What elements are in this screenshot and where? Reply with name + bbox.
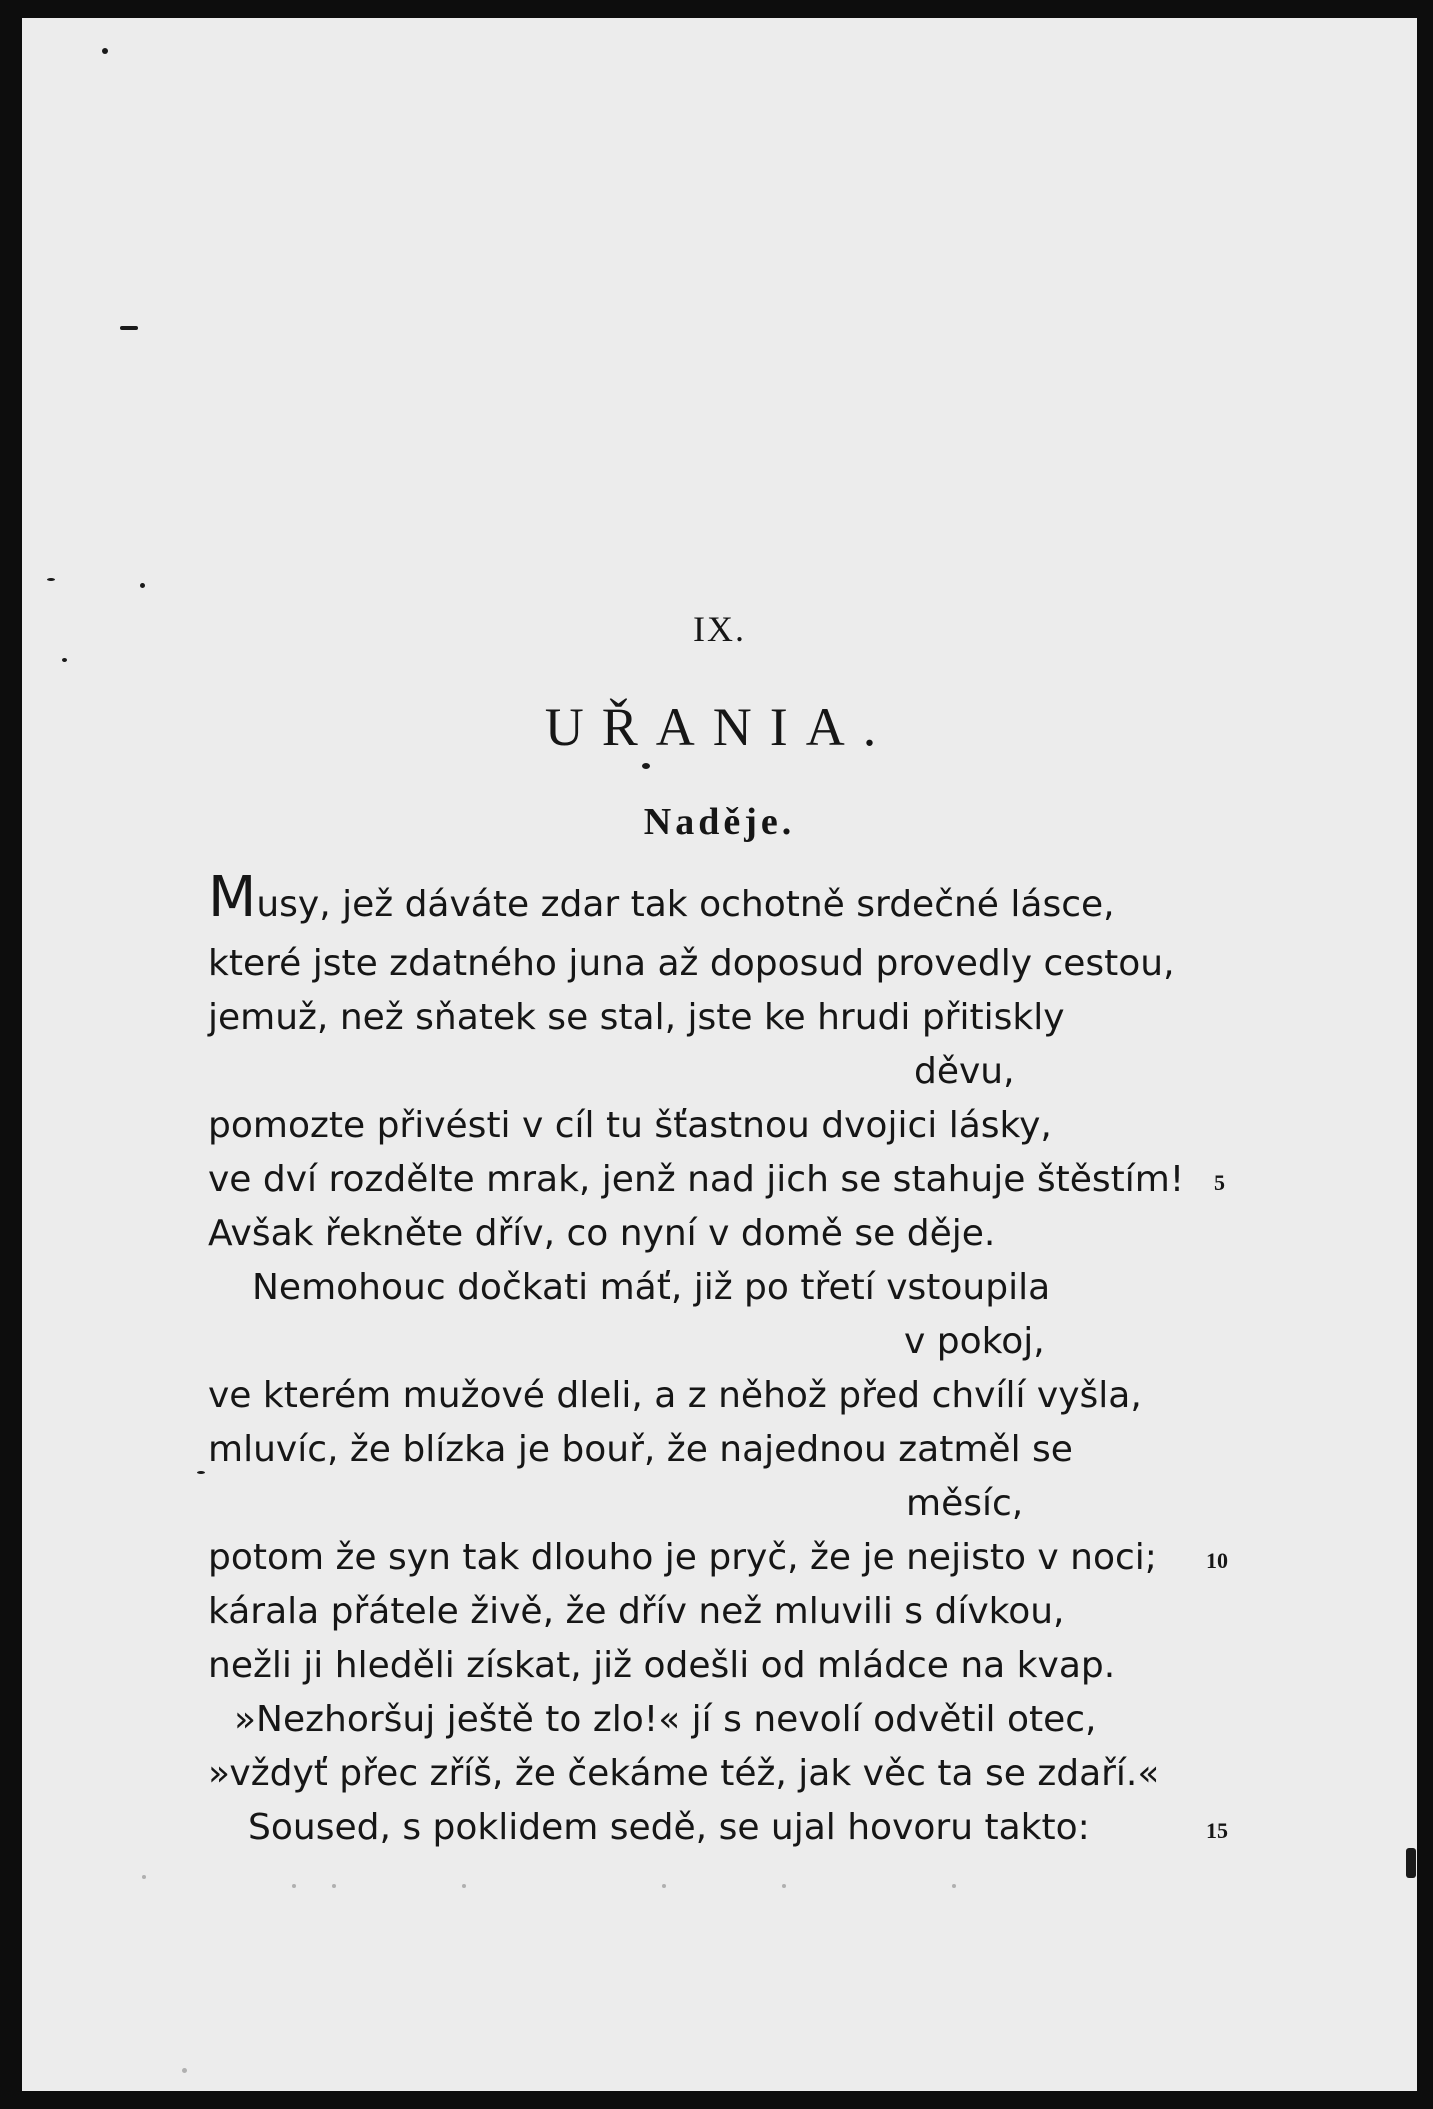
scan-dust bbox=[662, 1884, 666, 1888]
chapter-title: UŘANIA. bbox=[544, 697, 895, 757]
poem-line: Soused, s poklidem sedě, se ujal hovoru takto: bbox=[248, 1807, 1090, 1848]
scan-speck bbox=[140, 583, 145, 588]
poem-line: »vždyť přec zříš, že čekáme též, jak věc ta se zdaří.« bbox=[208, 1753, 1160, 1794]
poem-line: mluvíc, že blízka je bouř, že najednou zatměl se bbox=[208, 1429, 1073, 1470]
poem-line: které jste zdatného juna až doposud provedly cestou, bbox=[208, 943, 1175, 984]
scan-dust bbox=[332, 1884, 336, 1888]
scan-speck bbox=[102, 48, 108, 54]
poem-line: v pokoj, bbox=[904, 1321, 1045, 1362]
scan-dust bbox=[142, 1875, 146, 1879]
scan-border-top bbox=[0, 0, 1433, 18]
scan-dust bbox=[952, 1884, 956, 1888]
line-number: 10 bbox=[1206, 1548, 1228, 1573]
poem-line: nežli ji hleděli získat, již odešli od mládce na kvap. bbox=[208, 1645, 1116, 1686]
poem-line: Avšak řekněte dřív, co nyní v domě se děje. bbox=[208, 1213, 996, 1254]
poem-line: pomozte přivésti v cíl tu šťastnou dvojici lásky, bbox=[208, 1105, 1052, 1146]
book-page bbox=[22, 18, 1417, 2091]
poem-line: měsíc, bbox=[906, 1483, 1024, 1524]
poem-line: děvu, bbox=[914, 1051, 1015, 1092]
poem-line: Nemohouc dočkati máť, již po třetí vstoupila bbox=[252, 1267, 1051, 1308]
scan-dust bbox=[292, 1884, 296, 1888]
poem-line: »Nezhoršuj ještě to zlo!« jí s nevolí odvětil otec, bbox=[234, 1699, 1097, 1740]
scan-dust bbox=[182, 2068, 187, 2073]
scan-border-bottom bbox=[0, 2091, 1433, 2109]
scan-border-right bbox=[1417, 0, 1433, 2109]
poem-line: Musy, jež dáváte zdar tak ochotně srdečné lásce, bbox=[208, 865, 1115, 930]
scan-border-left bbox=[0, 0, 22, 2109]
section-title: Naděje. bbox=[643, 801, 796, 843]
line-number: 5 bbox=[1214, 1170, 1225, 1195]
poem-line: jemuž, než sňatek se stal, jste ke hrudi přitiskly bbox=[208, 997, 1065, 1038]
scan-speck bbox=[197, 1471, 205, 1474]
scan-speck bbox=[1406, 1848, 1416, 1878]
poem-line: potom že syn tak dlouho je pryč, že je nejisto v noci; bbox=[208, 1537, 1157, 1578]
drop-cap: M bbox=[208, 865, 257, 930]
scan-dust bbox=[462, 1884, 466, 1888]
scan-dust bbox=[782, 1884, 786, 1888]
poem-line: kárala přátele živě, že dřív než mluvili s dívkou, bbox=[208, 1591, 1065, 1632]
scan-speck bbox=[62, 658, 67, 662]
chapter-number: IX. bbox=[693, 609, 746, 649]
poem-line: ve kterém mužové dleli, a z něhož před chvílí vyšla, bbox=[208, 1375, 1142, 1416]
scan-speck bbox=[47, 578, 55, 581]
scan-speck bbox=[120, 326, 138, 330]
scan-speck bbox=[642, 763, 650, 769]
line-number: 15 bbox=[1206, 1818, 1228, 1843]
poem-line: ve dví rozdělte mrak, jenž nad jich se stahuje štěstím! bbox=[208, 1159, 1185, 1200]
